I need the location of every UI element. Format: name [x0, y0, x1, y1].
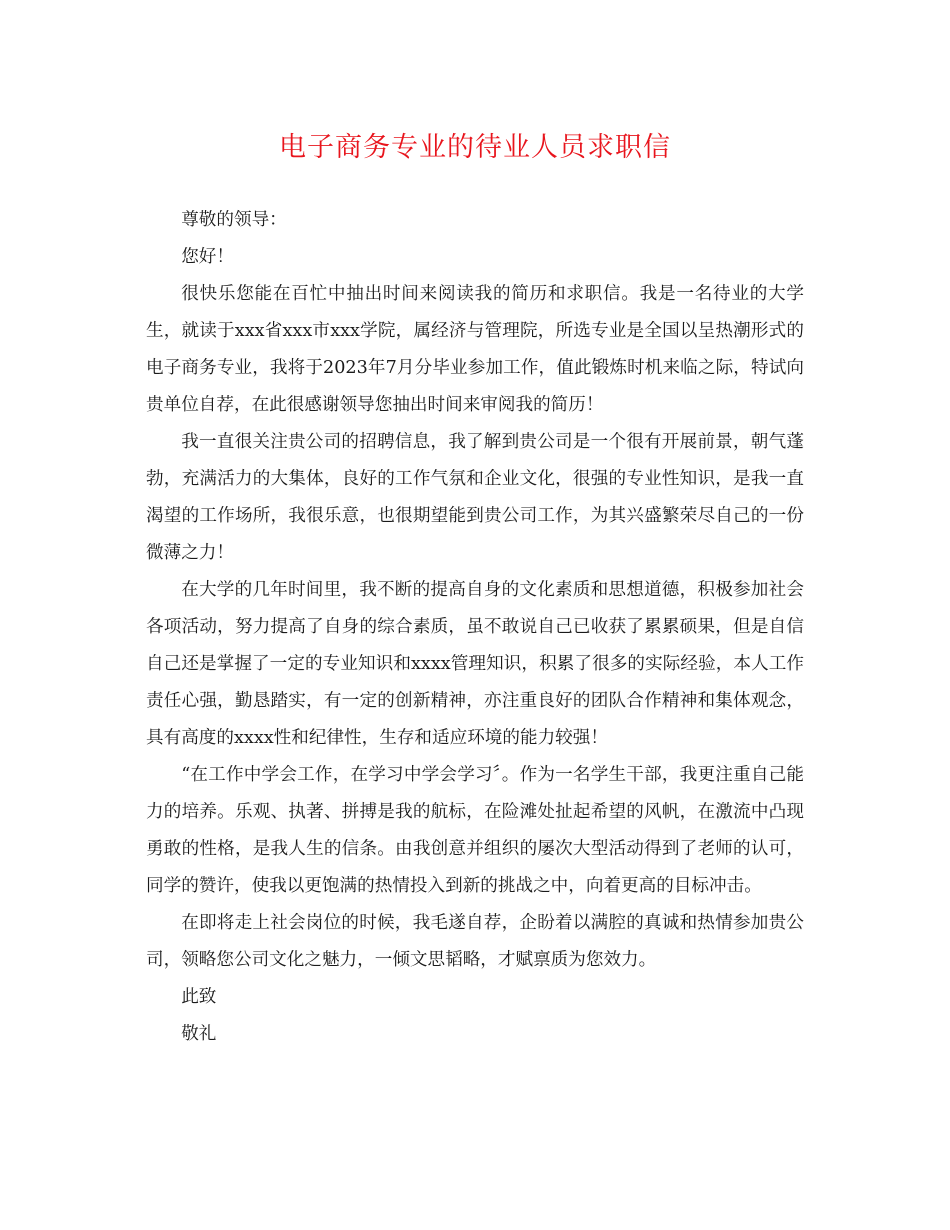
- paragraph: “在工作中学会工作，在学习中学会学习〞。作为一名学生干部，我更注重自己能力的培养。乐观、执著、拼搏是我的航标，在险滩处扯起希望的风帆，在激流中凸现勇敢的性格，是我人生的信条。由我创意并组织的屡次大型活动得到了老师的认可，同学的赞许，使我以更饱满的热情投入到新的挑战之中，向着更高的目标冲击。: [146, 765, 804, 896]
- closing-line: 此致: [181, 987, 217, 1007]
- letter-body: [146, 202, 804, 1053]
- paragraph: 很快乐您能在百忙中抽出时间来阅读我的简历和求职信。我是一名待业的大学生，就读于xxx省xxx市xxx学院，属经济与管理院，所选专业是全国以呈热潮形式的电子商务专业，我将于2023年7月分毕业参加工作，值此锻炼时机来临之际，特试向贵单位自荐，在此很感谢领导您抽出时间来审阅我的简历！: [146, 284, 804, 415]
- salutation: 尊敬的领导：: [181, 210, 287, 230]
- paragraph: 在即将走上社会岗位的时候，我毛遂自荐，企盼着以满腔的真诚和热情参加贵公司，领略您公司文化之魅力，一倾文思韬略，才赋禀质为您效力。: [146, 913, 804, 970]
- closing-regards: 敬礼: [181, 1024, 217, 1044]
- paragraph: 我一直很关注贵公司的招聘信息，我了解到贵公司是一个很有开展前景，朝气蓬勃，充满活力的大集体，良好的工作气氛和企业文化，很强的专业性知识，是我一直渴望的工作场所，我很乐意，也很期望能到贵公司工作，为其兴盛繁荣尽自己的一份微薄之力！: [146, 432, 804, 563]
- document-title: 电子商务专业的待业人员求职信: [279, 132, 671, 163]
- greeting: 您好！: [181, 247, 234, 267]
- paragraph: 在大学的几年时间里，我不断的提高自身的文化素质和思想道德，积极参加社会各项活动，努力提高了自身的综合素质，虽不敢说自己已收获了累累硕果，但是自信自己还是掌握了一定的专业知识和xxxx管理知识，积累了很多的实际经验，本人工作责任心强，勤恳踏实，有一定的创新精神，亦注重良好的团队合作精神和集体观念，具有高度的xxxx性和纪律性，生存和适应环境的能力较强！: [146, 580, 804, 748]
